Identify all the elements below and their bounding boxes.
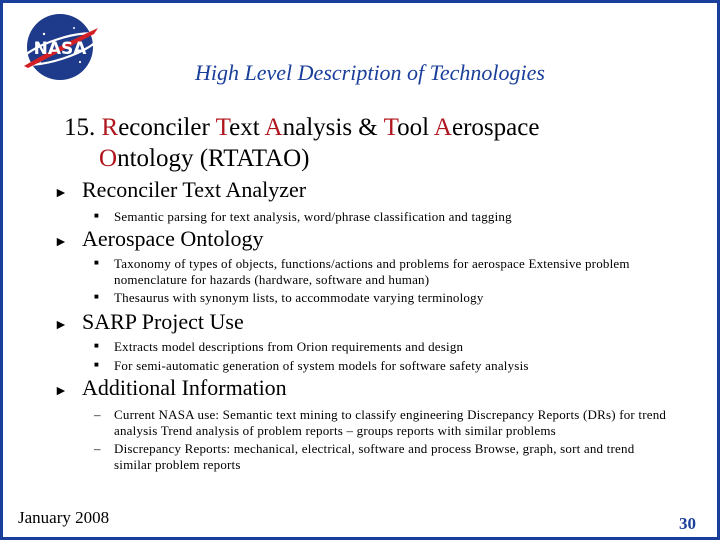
square-bullet-icon: ■ <box>94 258 99 267</box>
square-bullet-icon: ■ <box>94 341 99 350</box>
list-item: – Current NASA use: Semantic text mining to classify engineering Discrepancy Reports (DRs) for trend analysis Trend analysis of problem reports – groups reports with similar problems <box>94 407 667 438</box>
square-bullet-icon: ■ <box>94 360 99 369</box>
triangle-bullet-icon: ► <box>54 235 68 250</box>
svg-text:NASA: NASA <box>33 39 87 59</box>
page-number: 30 <box>679 514 696 533</box>
footer-date: January 2008 <box>18 508 110 527</box>
list-item: ■ Semantic parsing for text analysis, word/phrase classification and tagging <box>94 209 512 224</box>
list-item: ■ Extracts model descriptions from Orion requirements and design <box>94 339 464 354</box>
section-sarp <box>54 309 694 374</box>
list-item: – Discrepancy Reports: mechanical, electrical, software and process Browse, graph, sort and trend similar problem reports <box>94 441 635 472</box>
section-title: Aerospace Ontology <box>82 226 264 251</box>
triangle-bullet-icon: ► <box>54 318 68 333</box>
section-ontology <box>54 226 694 306</box>
triangle-bullet-icon: ► <box>54 186 68 201</box>
square-bullet-icon: ■ <box>94 292 99 301</box>
heading-number: 15. <box>64 114 96 141</box>
slide-title: High Level Description of Technologies <box>195 60 545 85</box>
square-bullet-icon: ■ <box>94 211 99 220</box>
section-title: Additional Information <box>82 375 287 400</box>
section-heading: 15. Reconciler Text Analysis & Tool Aerospace Ontology (RTATAO) <box>64 114 540 172</box>
dash-bullet-icon: – <box>94 441 101 456</box>
list-item: ■ For semi-automatic generation of system models for software safety analysis <box>94 358 529 373</box>
triangle-bullet-icon: ► <box>54 384 68 399</box>
list-item: ■ Thesaurus with synonym lists, to accommodate varying terminology <box>94 290 484 305</box>
dash-bullet-icon: – <box>94 407 101 422</box>
nasa-logo <box>14 8 106 86</box>
section-additional <box>54 375 694 473</box>
section-title: SARP Project Use <box>82 309 244 334</box>
section-title: Reconciler Text Analyzer <box>82 177 307 202</box>
section-reconciler <box>54 177 694 225</box>
list-item: ■ Taxonomy of types of objects, functions/actions and problems for aerospace Extensive problem nomenclature for hazards (hardware, software and human) <box>94 256 630 287</box>
